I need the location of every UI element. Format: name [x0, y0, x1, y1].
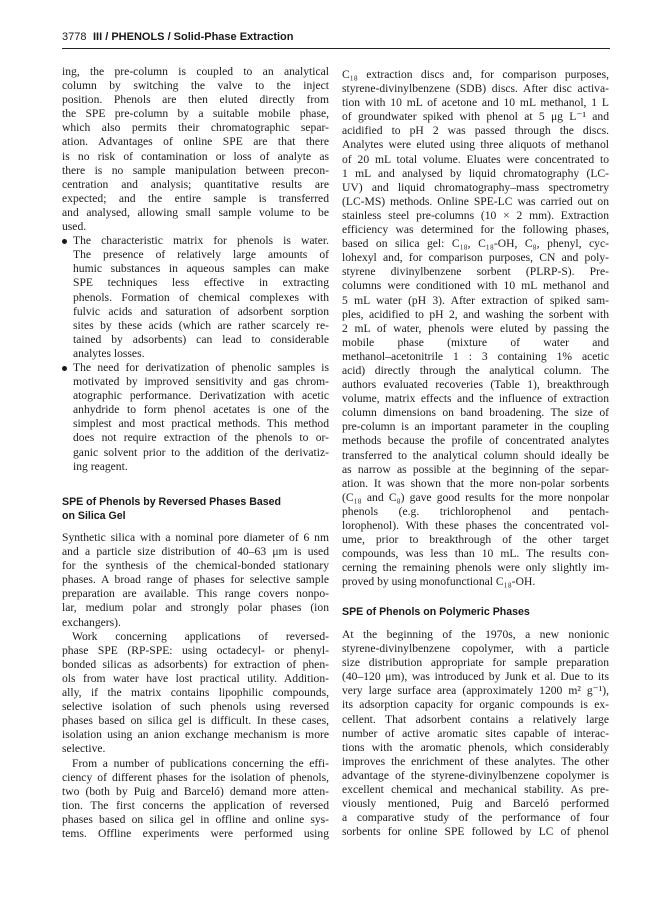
text-line: transferred to the analytical column should ideally be [342, 448, 609, 462]
text-line: as narrow as possible at the beginning of the separ- [342, 462, 609, 476]
text-line: phase SPE (RP-SPE: using octadecyl- or phenyl- [62, 643, 329, 657]
text-line: selective isolation of such phenols using reversed [62, 700, 329, 714]
text-line: efficiency was determined for the following phases, [342, 223, 609, 237]
text-line: sites by these acids (which are rather scarcely re- [73, 318, 329, 332]
text-line: simplest and most practical methods. This method [73, 417, 329, 431]
text-line: its adsorption capacity for organic compounds is ex- [342, 698, 609, 712]
text-line: ally, if the matrix contains lipophilic compounds, [62, 686, 329, 700]
text-line: for the synthesis of the chemical-bonded stationary [62, 559, 329, 573]
text-line: acidified to pH 2 was passed through the discs. [342, 124, 609, 138]
text-line: does not require extraction of the phenols to or- [73, 431, 329, 445]
section-heading-reversed-phases [62, 496, 329, 523]
text-line: there is no sample manipulation between precon- [62, 163, 329, 177]
text-line: is no risk of contamination or loss of analyte as [62, 149, 329, 163]
text-line: phenols. Formation of chemical complexes with [73, 290, 329, 304]
bullet-item [62, 234, 329, 361]
paragraph [342, 628, 609, 839]
paragraph [62, 757, 329, 842]
text-line: humic substances in aqueous samples can make [73, 262, 329, 276]
text-line: cerning the remaining phenols were only slightly im- [342, 561, 609, 575]
text-line: column dimensions on band broadening. The size of [342, 406, 609, 420]
text-line: ciency of different phases for the isolation of phenols, [62, 770, 329, 784]
text-line: fulvic acids and saturation of adsorbent sorption [73, 304, 329, 318]
text-line: C₁₈ extraction discs and, for comparison purposes, [342, 68, 609, 81]
text-line: ing reagent. [73, 459, 128, 473]
text-line: At the beginning of the 1970s, a new nonionic [342, 628, 609, 641]
text-line: lar, medium polar and strongly polar phases (ion [62, 601, 329, 615]
text-line: The need for derivatization of phenolic samples is [73, 360, 329, 374]
text-line: very large surface area (approximately 1200 m² g⁻¹), [342, 684, 609, 698]
text-line: atographic performance. Derivatization with acetic [73, 389, 329, 403]
text-line: and analysed, allowing small sample volume to be [62, 205, 329, 219]
text-line: based on silica gel: C₁₈, C₁₈-OH, C₈, phenyl, cyc- [342, 237, 609, 251]
text-line: bonded silicas as adsorbents) for extraction of phen- [62, 657, 329, 671]
text-line: a comparative study of the performance of four [342, 811, 609, 825]
text-line: tion with 10 mL of acetone and 10 mL methanol, 1 L [342, 96, 609, 110]
right-body-section [342, 628, 609, 839]
text-line: used. [62, 220, 87, 234]
text-line: 2 mL of water, phenols were eluted by passing the [342, 321, 609, 335]
text-line: The presence of relatively large amounts of [73, 248, 329, 262]
text-line: preparation are available. This range covers nonpo- [62, 587, 329, 601]
text-line: phases based on silica gel in offline and online sys- [62, 812, 329, 826]
text-line: of 20 mL total volume. Eluates were concentrated to [342, 152, 609, 166]
text-line: ation. Advantages of online SPE are that there [62, 135, 329, 149]
text-line: lohexyl and, for comparison purposes, CN and poly- [342, 251, 609, 265]
paragraph [62, 630, 329, 757]
text-line: excellent chemical and mechanical stability. As pre- [342, 783, 609, 797]
text-line: stainless steel pre-columns (10 × 2 mm). Extraction [342, 208, 609, 222]
text-line: analytes losses. [73, 346, 145, 360]
left-top-section [62, 65, 329, 474]
text-line: ing, the pre-column is coupled to an analytical [62, 65, 329, 78]
text-line: size distribution appropriate for sample preparation [342, 656, 609, 670]
bullet-icon [62, 239, 67, 244]
heading-line: SPE of Phenols by Reversed Phases Based [62, 496, 282, 508]
text-line: (LC-MS) methods. Online SPE-LC was carried out on [342, 194, 609, 208]
text-line: and a particle size distribution of 40–63 μm is used [62, 545, 329, 559]
text-line: columns were conditioned with 10 mL methanol and [342, 279, 609, 293]
text-line: authors evaluated recoveries (Table 1), breakthrough [342, 378, 609, 392]
text-line: The characteristic matrix for phenols is water. [73, 234, 329, 248]
text-line: mobile phase (mixture of water and [342, 335, 609, 349]
text-line: acid) directly through the analytical column. The [342, 363, 609, 377]
text-line: exchangers). [62, 615, 121, 629]
text-line: centration and analysis; quantitative results are [62, 177, 329, 191]
text-line: of groundwater spiked with phenol at 5 μg L⁻¹ and [342, 110, 609, 124]
text-line: styrene-divinylbenzene (SDB) discs. After disc activa- [342, 82, 609, 96]
text-line: (C₁₈ and C₈) gave good results for the more nonpolar [342, 490, 609, 504]
text-line: anhydride to form phenol acetates is one of the [73, 403, 329, 417]
text-line: phases based on silica gel is difficult. In these cases, [62, 714, 329, 728]
section-heading-polymeric-phases [342, 606, 609, 620]
text-line: tems. Offline experiments were performed using [62, 826, 329, 840]
text-line: compounds, was less than 10 mL. The results con- [342, 547, 609, 561]
text-line: styrene-divinylbenzene copolymer, with a particle [342, 642, 609, 656]
text-line: From a number of publications concerning the effi- [72, 756, 329, 770]
text-line: SPE techniques less effective in extracting [73, 276, 329, 290]
text-line: ganic solvent prior to the addition of the derivatiz- [73, 445, 329, 459]
text-line: two (both by Puig and Barceló) demand more atten- [62, 784, 329, 798]
text-line: ples, acidified to pH 2, and washing the sorbent with [342, 307, 609, 321]
text-line: UV) and liquid chromatography–mass spectrometry [342, 180, 609, 194]
text-line: phases. A broad range of phases for selective sample [62, 573, 329, 587]
text-line: ols from water have lost practical utility. Addition- [62, 671, 329, 685]
text-line: methods because the profile of concentrated analytes [342, 434, 609, 448]
text-line: position. Phenols are then eluted directly from [62, 93, 329, 107]
heading-line: on Silica Gel [62, 509, 126, 522]
text-line: ume, prior to breakthrough of the other target [342, 533, 609, 547]
text-line: improves the enrichment of these analytes. The other [342, 754, 609, 768]
heading-line: SPE of Phenols on Polymeric Phases [342, 606, 530, 618]
text-line: Synthetic silica with a nominal pore diameter of 6 nm [62, 531, 329, 544]
text-line: phenols (e.g. trichlorophenol and pentach- [342, 504, 609, 518]
text-line: selective. [62, 742, 106, 756]
text-line: pre-column is an important parameter in the coupling [342, 420, 609, 434]
left-column [62, 0, 329, 900]
text-line: number of active aromatic sites capable of interac- [342, 726, 609, 740]
text-line: volume, matrix effects and the influence of extraction [342, 392, 609, 406]
text-line: proved by using monofunctional C₁₈-OH. [342, 575, 536, 589]
paragraph [62, 531, 329, 630]
text-line: column by switching the valve to the inject [62, 79, 329, 93]
text-line: lorophenol). With these phases the concentrated vol- [342, 519, 609, 532]
right-top-section [342, 68, 609, 589]
text-line: 1 mL and analysed by liquid chromatography (LC- [342, 166, 609, 180]
text-line: cellent. That adsorbent contains a relatively large [342, 712, 609, 726]
running-title: III / PHENOLS / Solid-Phase Extraction [93, 31, 294, 43]
page-number: 3778 [62, 31, 87, 43]
text-line: expected; and the entire sample is transferred [62, 191, 329, 205]
text-line: tions with the aromatic phenols, which considerably [342, 740, 609, 754]
text-line: tained by adsorbents) can lead to considerable [73, 332, 329, 346]
text-line: Analytes were eluted using three aliquots of methanol [342, 138, 609, 152]
right-column [342, 0, 609, 900]
text-line: which also permits their chromatographic separ- [62, 121, 329, 135]
text-line: 5 mL water (pH 3). After extraction of spiked sam- [342, 293, 609, 307]
text-line: (40–120 μm), was introduced by Junk et al. Due to its [342, 670, 609, 684]
text-line: methanol–acetonitrile 1 : 3 containing 1% acetic [342, 349, 609, 363]
text-line: advantage of the styrene-divinylbenzene copolymer is [342, 768, 609, 782]
paragraph [342, 68, 609, 589]
text-line: tion. The first concerns the application of reversed [62, 798, 329, 812]
text-line: styrene divinylbenzene sorbent (PLRP-S). Pre- [342, 265, 609, 279]
paragraph [62, 65, 329, 234]
bullet-icon [62, 366, 67, 371]
text-line: the SPE pre-column by a suitable mobile phase, [62, 107, 329, 121]
text-line: motivated by improved sensitivity and gas chrom- [73, 375, 329, 389]
text-line: isolation using an anion exchange mechanism is more [62, 728, 329, 742]
text-line: viously mentioned, Puig and Barceló performed [342, 797, 609, 811]
text-line: ation. It was shown that the more non-polar sorbents [342, 476, 609, 490]
text-line: sorbents for online SPE followed by LC of phenol [342, 825, 609, 839]
left-body-section [62, 531, 329, 841]
bullet-item [62, 361, 329, 474]
text-line: Work concerning applications of reversed- [72, 629, 329, 643]
